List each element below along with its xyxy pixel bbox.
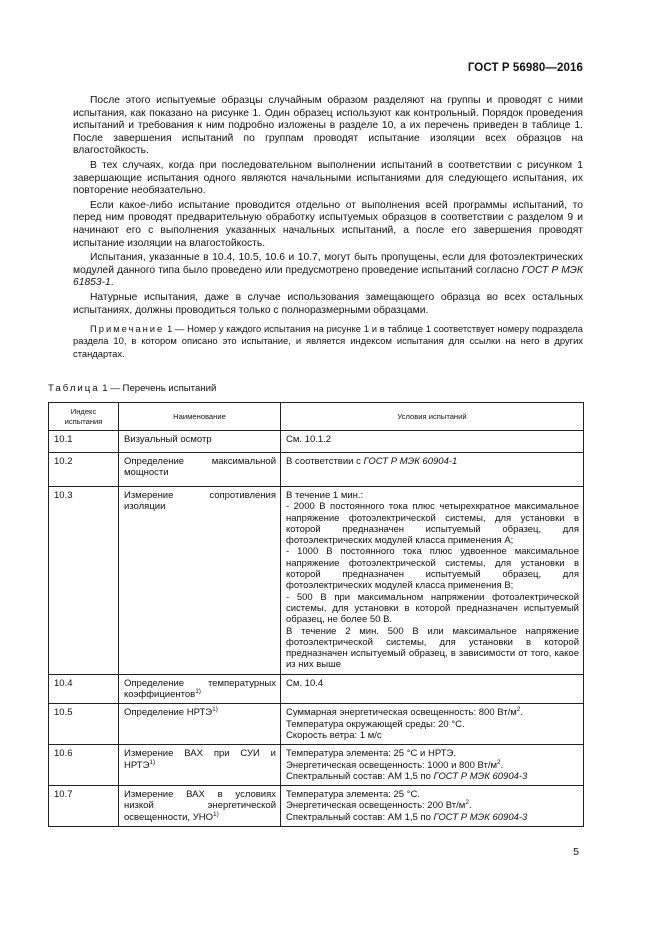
tests-table [48, 402, 584, 827]
table-header-row [49, 403, 584, 431]
standard-reference: ГОСТ Р МЭК 60904-3 [433, 770, 528, 782]
table-row: 10.4 Определение температурных коэффициентов$^{1)}$ См. 10.4 [49, 674, 584, 704]
table-row: 10.6 Измерение ВАХ при СУИ и НРТЭ$^{1)}$ Температура элемента: 25 °С и НРТЭ. Энергетическая освещенность: 1000 и 800 $Вт/м^2$. Спектральный состав: АМ 1,5 по ГОСТ Р МЭК 60904-3 [49, 745, 584, 786]
table-row: 10.5 Определение НРТЭ$^{1)}$ Суммарная энергетическая освещенность: 800 $Вт/м^2$. Температура окружающей среды: 20 °С. Скорость ветра: 1 м/с [49, 704, 584, 745]
note-text: 1 — Номер у каждого испытания на рисунке 1 и в таблице 1 соответствует номеру подраздела раздела 10, в котором описано это испытание, и является индексом испытания для ссылки на него в других стандартах. [73, 323, 583, 359]
standard-reference: ГОСТ Р МЭК 60904-1 [363, 456, 458, 467]
standard-reference: ГОСТ Р МЭК 60904-3 [433, 811, 528, 823]
paragraph: В тех случаях, когда при последовательном выполнении испытаний в соответствии с рисунком 1 завершающие испытания одного являются начальными испытаниями для следующего испытания, их повторение необязательно. [73, 159, 583, 197]
page-number: 5 [573, 846, 579, 858]
note-label: Примечание [90, 323, 165, 335]
table-row: 10.2 Определение максимальной мощности В соответствии с ГОСТ Р МЭК 60904-1 [49, 453, 584, 487]
table-caption: Таблица 1 — Перечень испытаний [48, 383, 217, 394]
header-name: Наименование [119, 403, 281, 431]
table-row: 10.7 Измерение ВАХ в условиях низкой энергетической освещенности, УНО$^{1)}$ Температура элемента: 25 °С. Энергетическая освещенность: 200 $Вт/м^2$. Спектральный состав: АМ 1,5 по ГОСТ Р МЭК 60904-3 [49, 786, 584, 827]
header-conditions: Условия испытаний [281, 403, 584, 431]
paragraph: Натурные испытания, даже в случае использования замещающего образца во всех остальных испытаниях, должны проводиться только с полноразмерными образцами. [73, 291, 583, 316]
paragraph: Испытания, указанные в 10.4, 10.5, 10.6 и 10.7, могут быть пропущены, если для фотоэлектрических модулей данного типа было проведено или предусмотрено проведение испытаний согласно ГОСТ Р МЭК 61853-1. [73, 252, 583, 289]
table-row: 10.3 Измерение сопротивления изоляции В течение 1 мин.: - 2000 В постоянного тока плюс четырехкратное максимальное напряжение фотоэлектрической системы, для установки в которой предназначен испытуемый образец, для фотоэлектрических модулей класса применения А; - 1000 В постоянного тока плюс удвоенное максимальное напряжение фотоэлектрической системы, для установки в которой предназначен испытуемый образец, для фотоэлектрических модулей класса применения В; - 500 В при максимальном напряжении фотоэлектрической системы, для установки в которой предназначен испытуемый образец, не более 50 В. В течение 2 мин. 500 В или максимальное напряжение фотоэлектрической системы, для установки в которой предназначен испытуемый образец, в зависимости от того, какое из них выше [49, 487, 584, 675]
header-index: Индекс испытания [49, 403, 119, 431]
body-text [73, 95, 583, 362]
standard-reference: ГОСТ Р МЭК 61853-1 [73, 264, 583, 289]
paragraph: Если какое-либо испытание проводится отдельно от выполнения всей программы испытаний, то перед ним проводят предварительную обработку испытуемых образцов в соответствии с разделом 9 и начинают его с выполнения указанных начальных испытаний, а после его завершения проводят испытание изоляции на влагостойкость. [73, 199, 583, 249]
paragraph: После этого испытуемые образцы случайным образом разделяют на группы и проводят с ними испытания, как показано на рисунке 1. Один образец используют как контрольный. Порядок проведения испытаний и требования к ним подробно изложены в разделе 10, а их перечень приведен в таблице 1. После завершения испытаний по группам проводят испытание изоляции всех образцов на влагостойкость. [73, 95, 583, 157]
standard-header: ГОСТ Р 56980—2016 [467, 62, 583, 74]
table-row: 10.1 Визуальный осмотр См. 10.1.2 [49, 431, 584, 453]
note [73, 323, 583, 360]
